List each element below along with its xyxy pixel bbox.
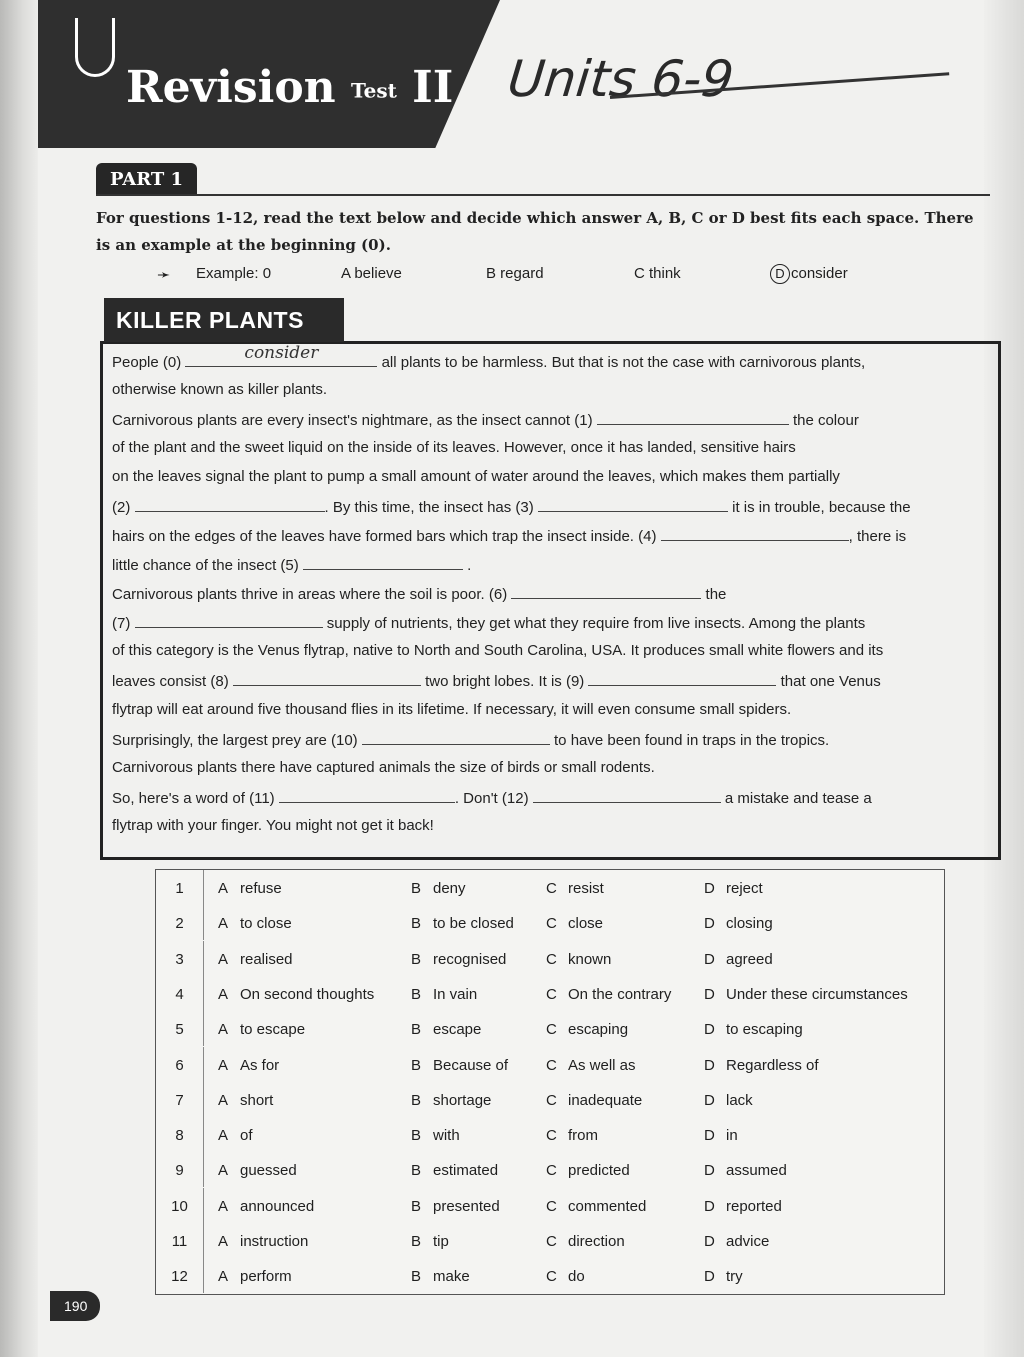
passage-line: Surprisingly, the largest prey are (10) to have been found in traps in the tropics. bbox=[112, 732, 830, 749]
option-text: inadequate bbox=[568, 1091, 643, 1109]
option-letter: B bbox=[411, 880, 422, 897]
option-a[interactable] bbox=[218, 1021, 305, 1038]
option-c[interactable] bbox=[546, 1233, 625, 1250]
table-row bbox=[156, 1082, 944, 1117]
table-row bbox=[156, 905, 944, 940]
table-row bbox=[156, 1152, 944, 1187]
option-text: predicted bbox=[568, 1162, 630, 1180]
option-b[interactable] bbox=[411, 1057, 508, 1074]
handwritten-units: Units 6-9 bbox=[504, 50, 737, 108]
passage-line: flytrap will eat around five thousand flies in its lifetime. If necessary, it will even consume small spiders. bbox=[112, 701, 792, 718]
example-option-d: D consider bbox=[770, 264, 848, 284]
option-letter: A bbox=[218, 1197, 229, 1215]
passage-line: of the plant and the sweet liquid on the inside of its leaves. However, once it has landed, sensitive hairs bbox=[112, 439, 796, 456]
answer-blank-4[interactable] bbox=[661, 526, 849, 541]
page-title: Revision Test II bbox=[126, 62, 454, 113]
option-letter: B bbox=[411, 1021, 422, 1039]
option-a[interactable] bbox=[218, 1233, 308, 1250]
option-text: to escaping bbox=[726, 1021, 803, 1039]
table-row bbox=[156, 1188, 944, 1223]
option-letter: A bbox=[218, 880, 229, 897]
option-d[interactable] bbox=[704, 1127, 738, 1144]
option-letter: A bbox=[218, 950, 229, 968]
option-c[interactable] bbox=[546, 1127, 598, 1144]
option-text: of bbox=[240, 1127, 253, 1145]
question-number: 5 bbox=[175, 1021, 184, 1039]
option-c[interactable] bbox=[546, 1057, 636, 1074]
option-letter: B bbox=[411, 1268, 422, 1286]
column-divider bbox=[203, 1047, 204, 1082]
option-letter: B bbox=[411, 1233, 422, 1250]
option-letter: A bbox=[218, 1162, 229, 1180]
option-letter: A bbox=[218, 1056, 229, 1074]
option-a[interactable] bbox=[218, 1057, 279, 1074]
question-number: 1 bbox=[175, 880, 184, 897]
option-letter: C bbox=[546, 1021, 557, 1039]
option-b[interactable] bbox=[411, 1092, 491, 1109]
answer-blank-7[interactable] bbox=[135, 613, 323, 628]
option-letter: D bbox=[704, 880, 715, 897]
answer-blank-9[interactable] bbox=[588, 671, 776, 686]
option-letter: B bbox=[411, 950, 422, 968]
option-c[interactable] bbox=[546, 1162, 630, 1179]
option-text: Regardless of bbox=[726, 1056, 819, 1074]
option-text: As for bbox=[240, 1056, 280, 1074]
option-letter: C bbox=[546, 915, 557, 933]
divider bbox=[96, 194, 990, 196]
option-text: commented bbox=[568, 1197, 647, 1215]
option-text: instruction bbox=[240, 1233, 309, 1250]
option-c[interactable] bbox=[546, 915, 603, 932]
option-letter: A bbox=[218, 1091, 229, 1109]
option-letter: D bbox=[704, 1127, 715, 1145]
option-d[interactable] bbox=[704, 880, 763, 897]
option-b[interactable] bbox=[411, 880, 466, 897]
passage-line: flytrap with your finger. You might not get it back! bbox=[112, 817, 434, 834]
option-text: reject bbox=[726, 880, 763, 897]
table-row bbox=[156, 1011, 944, 1046]
passage-line: People (0) consider all plants to be harmless. But that is not the case with carnivorous plants, bbox=[112, 343, 866, 371]
option-b[interactable] bbox=[411, 1198, 500, 1215]
option-text: to close bbox=[240, 915, 292, 933]
option-letter: A bbox=[218, 915, 229, 933]
option-text: make bbox=[433, 1268, 470, 1286]
answer-blank-3[interactable] bbox=[538, 497, 728, 512]
answer-blank-12[interactable] bbox=[533, 788, 721, 803]
column-divider bbox=[203, 1082, 204, 1117]
option-text: in bbox=[726, 1127, 738, 1145]
example-label: Example: 0 bbox=[196, 265, 272, 282]
option-letter: C bbox=[546, 1056, 557, 1074]
passage-line: So, here's a word of (11) . Don't (12) a mistake and tease a bbox=[112, 790, 872, 807]
column-divider bbox=[203, 1258, 204, 1293]
option-text: On the contrary bbox=[568, 985, 672, 1003]
option-letter: D bbox=[704, 1268, 715, 1286]
option-a[interactable] bbox=[218, 986, 374, 1003]
passage-line: leaves consist (8) two bright lobes. It is (9) that one Venus bbox=[112, 673, 881, 690]
answer-blank-10[interactable] bbox=[362, 730, 550, 745]
arrow-icon: ➛ bbox=[157, 267, 171, 284]
answer-blank-2[interactable] bbox=[135, 497, 325, 512]
column-divider bbox=[203, 870, 204, 905]
option-b[interactable] bbox=[411, 1162, 498, 1179]
passage-line: Carnivorous plants are every insect's nightmare, as the insect cannot (1) the colour bbox=[112, 412, 859, 429]
option-text: short bbox=[240, 1091, 274, 1109]
option-text: to escape bbox=[240, 1021, 306, 1039]
option-text: As well as bbox=[568, 1056, 636, 1074]
table-row bbox=[156, 1223, 944, 1258]
option-text: resist bbox=[568, 880, 604, 897]
option-letter: C bbox=[546, 880, 557, 897]
option-letter: C bbox=[546, 950, 557, 968]
table-row bbox=[156, 941, 944, 976]
option-text: try bbox=[726, 1268, 743, 1286]
answer-blank-11[interactable] bbox=[279, 788, 455, 803]
option-letter: D bbox=[704, 1021, 715, 1039]
option-b[interactable] bbox=[411, 986, 477, 1003]
option-c[interactable] bbox=[546, 951, 611, 968]
example-option-a: A believe bbox=[341, 265, 402, 282]
option-letter: C bbox=[546, 1233, 557, 1250]
column-divider bbox=[203, 976, 204, 1011]
option-b[interactable] bbox=[411, 1268, 470, 1285]
option-a[interactable] bbox=[218, 1127, 253, 1144]
option-letter: B bbox=[411, 1127, 422, 1145]
option-text: reported bbox=[726, 1197, 782, 1215]
option-a[interactable] bbox=[218, 1268, 292, 1285]
option-b[interactable] bbox=[411, 1127, 460, 1144]
option-letter: B bbox=[411, 985, 422, 1003]
option-text: closing bbox=[726, 915, 773, 933]
option-letter: D bbox=[704, 985, 715, 1003]
option-letter: D bbox=[704, 1162, 715, 1180]
option-letter: C bbox=[546, 1197, 557, 1215]
column-divider bbox=[203, 1223, 204, 1258]
option-text: Under these circumstances bbox=[726, 985, 908, 1003]
table-row bbox=[156, 976, 944, 1011]
example-option-c: C think bbox=[634, 265, 681, 282]
option-text: known bbox=[568, 950, 612, 968]
passage-line: (2) . By this time, the insect has (3) it is in trouble, because the bbox=[112, 499, 911, 516]
option-letter: B bbox=[411, 1162, 422, 1180]
option-text: with bbox=[433, 1127, 460, 1145]
option-text: direction bbox=[568, 1233, 625, 1250]
option-letter: B bbox=[411, 915, 422, 933]
option-text: agreed bbox=[726, 950, 773, 968]
part-label: PART 1 bbox=[96, 163, 197, 196]
option-d[interactable] bbox=[704, 1092, 753, 1109]
option-c[interactable] bbox=[546, 1092, 642, 1109]
question-number: 9 bbox=[175, 1162, 184, 1180]
question-number: 7 bbox=[175, 1091, 184, 1109]
answer-blank-8[interactable] bbox=[233, 671, 421, 686]
section-title: KILLER PLANTS bbox=[116, 307, 304, 333]
option-d[interactable] bbox=[704, 1057, 819, 1074]
option-a[interactable] bbox=[218, 1092, 273, 1109]
passage-line: little chance of the insect (5) . bbox=[112, 557, 472, 574]
unit-logo-icon bbox=[75, 18, 115, 77]
option-letter: D bbox=[704, 1197, 715, 1215]
question-number: 8 bbox=[175, 1127, 184, 1145]
option-text: tip bbox=[433, 1233, 449, 1250]
passage-line: otherwise known as killer plants. bbox=[112, 381, 328, 398]
option-c[interactable] bbox=[546, 1268, 585, 1285]
table-row bbox=[156, 870, 944, 905]
option-b[interactable] bbox=[411, 951, 506, 968]
column-divider bbox=[203, 941, 204, 976]
option-letter: D bbox=[704, 1091, 715, 1109]
passage-line: on the leaves signal the plant to pump a small amount of water around the leaves, which makes them partially bbox=[112, 468, 840, 485]
passage-line: (7) supply of nutrients, they get what they require from live insects. Among the plants bbox=[112, 615, 866, 632]
option-a[interactable] bbox=[218, 951, 293, 968]
question-number: 11 bbox=[171, 1233, 188, 1250]
option-d[interactable] bbox=[704, 1162, 787, 1179]
option-c[interactable] bbox=[546, 986, 671, 1003]
option-text: Because of bbox=[433, 1056, 509, 1074]
option-text: escape bbox=[433, 1021, 482, 1039]
option-text: On second thoughts bbox=[240, 985, 375, 1003]
option-letter: C bbox=[546, 985, 557, 1003]
circled-answer: D bbox=[770, 264, 790, 284]
option-letter: D bbox=[704, 1233, 715, 1250]
option-c[interactable] bbox=[546, 880, 604, 897]
option-letter: C bbox=[546, 1091, 557, 1109]
option-letter: A bbox=[218, 1233, 229, 1250]
question-number: 10 bbox=[171, 1197, 188, 1215]
option-d[interactable] bbox=[704, 986, 908, 1003]
option-b[interactable] bbox=[411, 1233, 449, 1250]
option-letter: A bbox=[218, 1268, 229, 1286]
option-d[interactable] bbox=[704, 1233, 769, 1250]
option-text: do bbox=[568, 1268, 585, 1286]
question-number: 4 bbox=[175, 985, 184, 1003]
option-letter: D bbox=[704, 915, 715, 933]
answer-blank-1[interactable] bbox=[597, 410, 789, 425]
book-spine bbox=[0, 0, 38, 1357]
section-title-tab bbox=[104, 298, 344, 342]
option-letter: A bbox=[218, 985, 229, 1003]
option-d[interactable] bbox=[704, 1021, 803, 1038]
option-letter: D bbox=[704, 1056, 715, 1074]
option-text: refuse bbox=[240, 880, 282, 897]
example-option-b: B regard bbox=[486, 265, 544, 282]
option-text: from bbox=[568, 1127, 598, 1145]
option-text: deny bbox=[433, 880, 466, 897]
option-text: advice bbox=[726, 1233, 770, 1250]
option-b[interactable] bbox=[411, 1021, 481, 1038]
instructions: For questions 1-12, read the text below and decide which answer A, B, C or D best fits each space. There is an example at the beginning (0). bbox=[96, 209, 974, 254]
option-letter: C bbox=[546, 1162, 557, 1180]
option-letter: C bbox=[546, 1268, 557, 1286]
passage-line: of this category is the Venus flytrap, native to North and South Carolina, USA. It produces small white flowers and its bbox=[112, 642, 884, 659]
option-text: assumed bbox=[726, 1162, 787, 1180]
option-text: realised bbox=[240, 950, 293, 968]
option-letter: D bbox=[704, 950, 715, 968]
option-c[interactable] bbox=[546, 1021, 628, 1038]
passage-line: hairs on the edges of the leaves have formed bars which trap the insect inside. (4) , there is bbox=[112, 528, 907, 545]
option-text: announced bbox=[240, 1197, 315, 1215]
option-letter: C bbox=[546, 1127, 557, 1145]
column-divider bbox=[203, 1188, 204, 1223]
table-row bbox=[156, 1117, 944, 1152]
column-divider bbox=[203, 1011, 204, 1046]
option-text: close bbox=[568, 915, 604, 933]
option-text: to be closed bbox=[433, 915, 514, 933]
table-row bbox=[156, 1258, 944, 1293]
option-text: shortage bbox=[433, 1091, 492, 1109]
option-letter: B bbox=[411, 1091, 422, 1109]
question-number: 3 bbox=[175, 950, 184, 968]
option-letter: A bbox=[218, 1127, 229, 1145]
option-text: In vain bbox=[433, 985, 478, 1003]
option-text: lack bbox=[726, 1091, 753, 1109]
option-letter: A bbox=[218, 1021, 229, 1039]
option-d[interactable] bbox=[704, 915, 773, 932]
answer-options-table bbox=[155, 869, 945, 1295]
passage-line: Carnivorous plants there have captured animals the size of birds or small rodents. bbox=[112, 759, 655, 776]
column-divider bbox=[203, 1117, 204, 1152]
option-text: estimated bbox=[433, 1162, 499, 1180]
answer-blank-5[interactable] bbox=[303, 555, 463, 570]
option-text: escaping bbox=[568, 1021, 629, 1039]
option-d[interactable] bbox=[704, 1198, 782, 1215]
page-number: 190 bbox=[50, 1291, 100, 1321]
question-number: 12 bbox=[171, 1268, 188, 1286]
option-letter: B bbox=[411, 1197, 422, 1215]
question-number: 2 bbox=[175, 915, 184, 933]
option-text: guessed bbox=[240, 1162, 297, 1180]
option-text: recognised bbox=[433, 950, 507, 968]
option-a[interactable] bbox=[218, 915, 292, 932]
option-a[interactable] bbox=[218, 1198, 314, 1215]
handwritten-answer: consider bbox=[244, 343, 319, 363]
option-a[interactable] bbox=[218, 880, 282, 897]
column-divider bbox=[203, 1152, 204, 1187]
option-text: perform bbox=[240, 1268, 292, 1286]
answer-blank-6[interactable] bbox=[511, 584, 701, 599]
question-number: 6 bbox=[175, 1056, 184, 1074]
option-c[interactable] bbox=[546, 1198, 646, 1215]
option-d[interactable] bbox=[704, 1268, 743, 1285]
option-b[interactable] bbox=[411, 915, 514, 932]
option-a[interactable] bbox=[218, 1162, 297, 1179]
passage-line: Carnivorous plants thrive in areas where the soil is poor. (6) the bbox=[112, 586, 727, 603]
column-divider bbox=[203, 905, 204, 940]
option-text: presented bbox=[433, 1197, 500, 1215]
table-row bbox=[156, 1047, 944, 1082]
option-letter: B bbox=[411, 1056, 422, 1074]
option-d[interactable] bbox=[704, 951, 773, 968]
